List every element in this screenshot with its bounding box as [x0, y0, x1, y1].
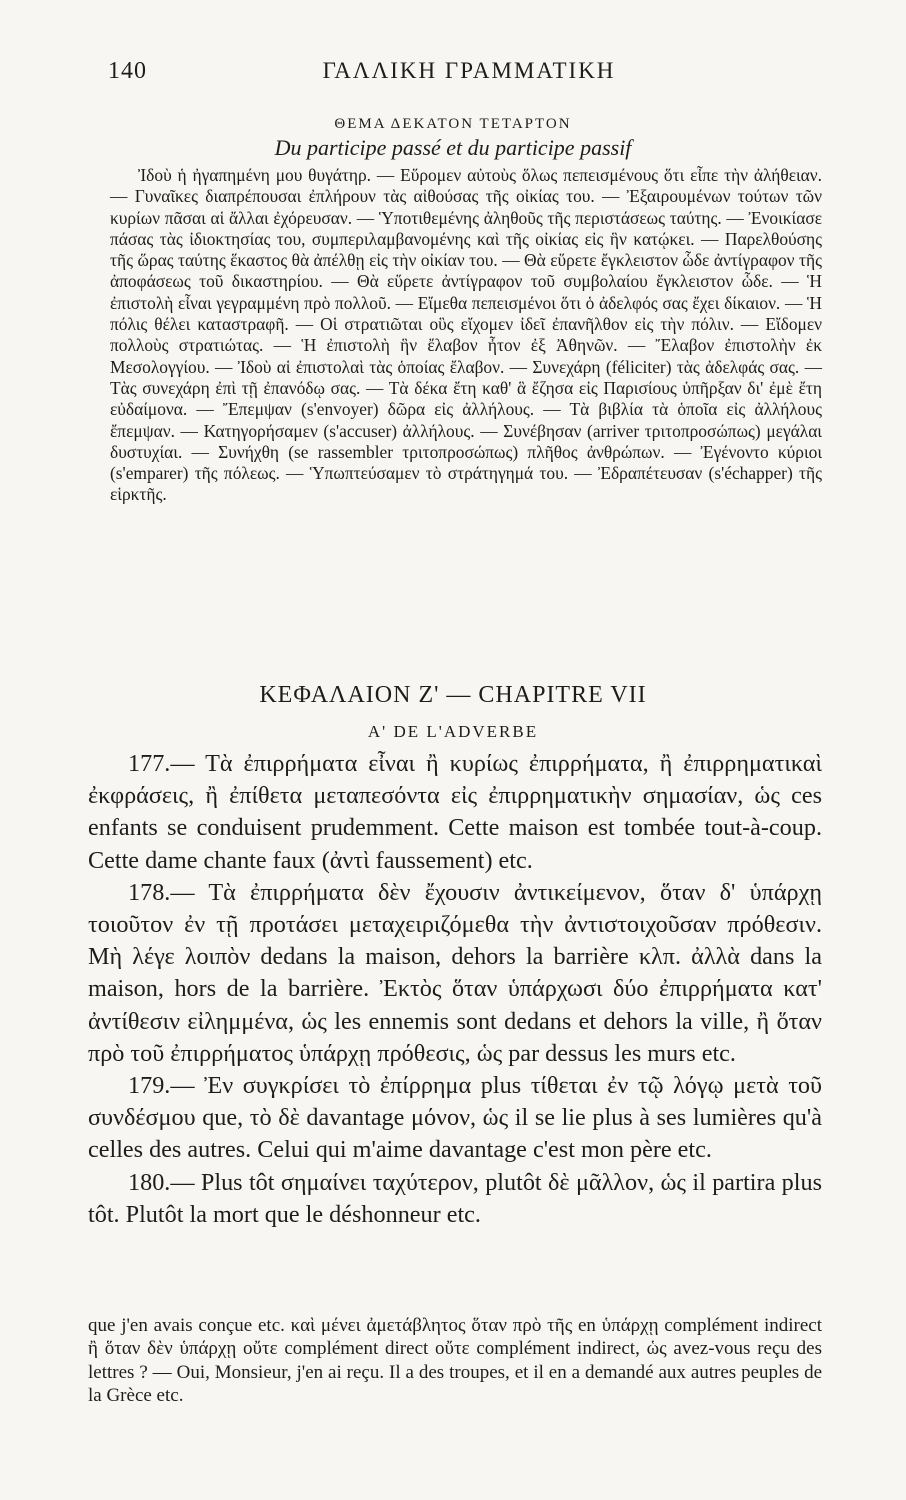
section-heading: Α' DE L'ADVERBE — [367, 722, 539, 741]
section-180 — [88, 1167, 822, 1231]
theme-title: ΘΕΜΑ ΔΕΚΑΤΟΝ ΤΕΤΑΡΤΟΝ — [334, 116, 572, 132]
running-title: ΓΑΛΛΙΚΗ ΓΡΑΜΜΑΤΙΚΗ — [322, 58, 616, 83]
chapter-heading: ΚΕΦΑΛΑΙΟΝ Ζ' — CHAPITRE VII — [259, 682, 647, 708]
exercise-paragraph: Ἰδοὺ ἡ ἠγαπημένη μου θυγάτηρ. — Εὕρομεν αὐτοὺς ὅλως πεπεισμένους ὅτι εἶπε τὴν ἀλήθειαν. — Γυναῖκες διαπρέπουσαι ἐπλήρουν τὰς αἰθούσας τῆς οἰκίας του. — Ἐξαιρουμένων τούτων τῶν κυρίων πᾶσαι αἱ ἄλλαι ἐχόρευσαν. — Ὑποτιθεμένης ἀληθοῦς τῆς περιστάσεως ταύτης. — Ἐνοικίασε πάσας τὰς ἰδιοκτησίας του, συμπεριλαμβανομένης καὶ τῆς οἰκίας εἰς ἣν κατῴκει. — Παρελθούσης τῆς ὥρας ταύτης ἕκαστος θὰ ἀπέλθῃ εἰς τὴν οἰκίαν του. — Θὰ εὕρετε ἔγκλειστον ὧδε ἀντίγραφον τῆς ἀποφάσεως τοῦ δικαστηρίου. — Θὰ εὕρετε ἀντίγραφον τοῦ συμβολαίου ἔγκλειστον ὧδε. — Ἡ ἐπιστολὴ εἶναι γεγραμμένη πρὸ πολλοῦ. — Εἴμεθα πεπεισμένοι ὅτι ὁ ἀδελφός σας ἔχει δίκαιον. — Ἡ πόλις θέλει καταστραφῆ. — Οἱ στρατιῶται οὓς εἴχομεν ἰδεῖ ἐπανῆλθον εἰς τὴν πόλιν. — Εἴδομεν πολλοὺς στρατιώτας. — Ἡ ἐπιστολὴ ἣν ἔλαβον ἦτον ἐξ Ἀθηνῶν. — Ἔλαβον ἐπιστολὴν ἐκ Μεσολογγίου. — Ἰδοὺ αἱ ἐπιστολαὶ τὰς ὁποίας ἔλαβον. — Συνεχάρη (féliciter) τὰς ἀδελφάς σας. — Τὰς συνεχάρη ἐπὶ τῇ ἐπανόδῳ σας. — Τὰ δέκα ἔτη καθ' ἃ ἔζησα εἰς Παρισίους ὑπῆρξαν δι' ἐμὲ ἔτη εὐδαίμονα. — Ἔπεμψαν (s'envoyer) δῶρα εἰς ἀλλήλους. — Τὰ βιβλία τὰ ὁποῖα εἰς ἀλλήλους ἔπεμψαν. — Κατηγορήσαμεν (s'accuser) ἀλλήλους. — Συνέβησαν (arriver τριτοπροσώπως) μεγάλαι δυστυχίαι. — Συνήχθη (se rassembler τριτοπροσώπως) πλῆθος ἀνθρώπων. — Ἐγένοντο κύριοι (s'emparer) τῆς πόλεως. — Ὑπωπτεύσαμεν τὸ στράτηγημά του. — Ἐδραπέτευσαν (s'échapper) τῆς εἱρκτῆς. — [110, 165, 822, 505]
footnote — [88, 1314, 822, 1408]
section-text: Plus tôt σημαίνει ταχύτερον, plutôt δὲ μᾶλλον, ὡς il partira plus tôt. Plutôt la mort que le déshonneur etc. — [88, 1168, 823, 1228]
numbered-sections — [88, 748, 822, 1231]
section-179 — [88, 1070, 822, 1167]
section-number: 180.— — [128, 1168, 195, 1196]
section-177 — [88, 748, 822, 877]
section-number: 178.— — [128, 878, 195, 906]
section-number: 177.— — [128, 750, 195, 777]
section-text: Ἐν συγκρίσει τὸ ἐπίρρημα plus τίθεται ἐν τῷ λόγῳ μετὰ τοῦ συνδέσμου que, τὸ δὲ davantage μόνον, ὡς il se lie plus à ses lumières qu'à celles des autres. Celui qui m'aime davantage c'est mon père etc. — [88, 1072, 822, 1164]
section-text: Τὰ ἐπιρρήματα εἶναι ἢ κυρίως ἐπιρρήματα, ἢ ἐπιρρηματικαὶ ἐκφράσεις, ἢ ἐπίθετα μεταπεσόντα εἰς ἐπιρρηματικὴν σημασίαν, ὡς ces enfants se conduisent prudemment. Cette maison est tombée tout-à-coup. Cette dame chante faux (ἀντὶ faussement) etc. — [88, 750, 822, 874]
section-text: Τὰ ἐπιρρήματα δὲν ἔχουσιν ἀντικείμενον, ὅταν δ' ὑπάρχῃ τοιοῦτον ἐν τῇ προτάσει μεταχειριζόμεθα τὴν ἀντιστοιχοῦσαν πρόθεσιν. Μὴ λέγε λοιπὸν dedans la maison, dehors la barrière κλπ. ἀλλὰ dans la maison, hors de la barrière. Ἐκτὸς ὅταν ὑπάρχωσι δύο ἐπιρρήματα κατ' ἀντίθεσιν εἰλημμένα, ὡς les ennemis sont dedans et dehors la ville, ἢ ὅταν πρὸ τοῦ ἐπιρρήματος ὑπάρχῃ πρόθεσις, ὡς par dessus les murs etc. — [88, 878, 822, 1067]
theme-subtitle: Du participe passé et du participe passif — [274, 135, 632, 160]
page-number: 140 — [108, 58, 147, 84]
footnote-text: que j'en avais conçue etc. καὶ μένει ἀμετάβλητος ὅταν πρὸ τῆς en ὑπάρχῃ complément indirect ἢ ὅταν δὲν ὑπάρχῃ οὔτε complément direct οὔτε complément indirect, ὡς avez-vous reçu des lettres ? — Oui, Monsieur, j'en ai reçu. Il a des troupes, et il en a demandé aux autres peuples de la Grèce etc. — [88, 1315, 822, 1407]
exercise-text — [110, 165, 822, 506]
section-178 — [88, 877, 822, 1070]
running-head — [108, 58, 830, 88]
section-number: 179.— — [128, 1072, 195, 1100]
